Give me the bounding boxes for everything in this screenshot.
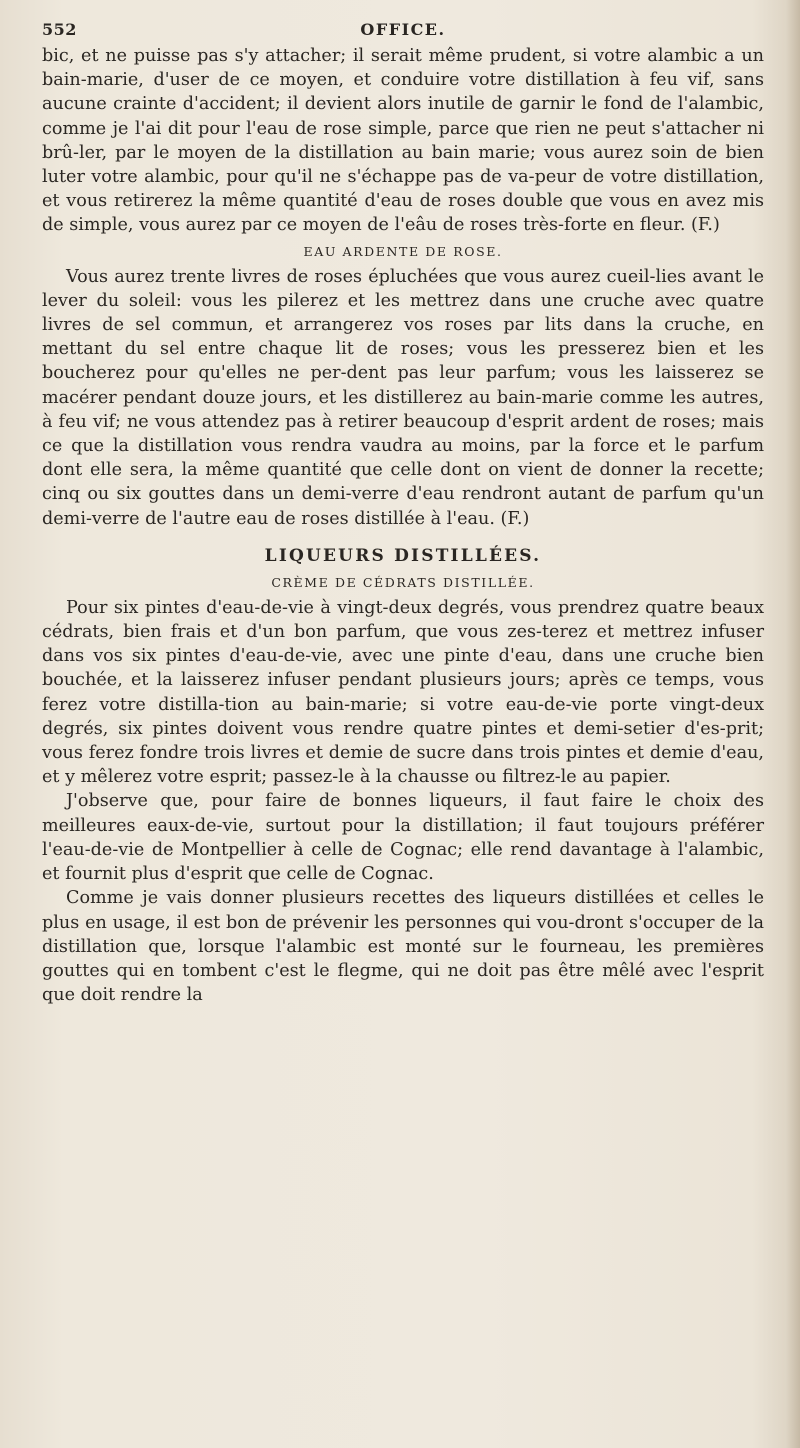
running-title: OFFICE.	[360, 20, 446, 39]
page-edge-shadow	[786, 0, 800, 1448]
paragraph-3: Pour six pintes d'eau-de-vie à vingt-deux degrés, vous prendrez quatre beaux cédrats, bien frais et d'un bon parfum, que vous zes-terez et mettrez infuser dans vos six pintes d'eau-de-vie, avec une pinte d'eau, dans une cruche bien bouchée, et la laisserez infuser pendant plusieurs jours; après ce temps, vous ferez votre distilla-tion au bain-marie; si votre eau-de-vie porte vingt-deux degrés, six pintes doivent vous rendre quatre pintes et demi-setier d'es-prit; vous ferez fondre trois livres et demie de sucre dans trois pintes et demie d'eau, et y mêlerez votre esprit; passez-le à la chausse ou filtrez-le au papier.	[42, 597, 764, 788]
section-heading-eau-ardente: EAU ARDENTE DE ROSE.	[303, 243, 503, 259]
chapter-heading-liqueurs: LIQUEURS DISTILLÉES.	[264, 545, 542, 566]
page-header	[42, 14, 764, 44]
paragraph-4: J'observe que, pour faire de bonnes liqueurs, il faut faire le choix des meilleures eaux-de-vie, surtout pour la distillation; il faut toujours préférer l'eau-de-vie de Montpellier à celle de Cognac; elle rend davantage à l'alambic, et fournit plus d'esprit que celle de Cognac.	[42, 791, 764, 885]
paragraph-5: Comme je vais donner plusieurs recettes des liqueurs distillées et celles le plus en usage, il est bon de prévenir les personnes qui vou-dront s'occuper de la distillation que, lorsque l'alambic est monté sur le fourneau, les premières gouttes qui en tombent c'est le flegme, qui ne doit pas être mêlé avec l'esprit que doit rendre la	[42, 888, 764, 1006]
paragraph-2: Vous aurez trente livres de roses épluchées que vous aurez cueil-lies avant le lever du soleil: vous les pilerez et les mettrez dans une cruche avec quatre livres de sel commun, et arrangerez vos roses par lits dans la cruche, en mettant du sel entre chaque lit de roses; vous les presserez bien et les boucherez pour qu'elles ne per-dent pas leur parfum; vous les laisserez se macérer pendant douze jours, et les distillerez au bain-marie comme les autres, à feu vif; ne vous attendez pas à retirer beaucoup d'esprit ardent de roses; mais ce que la distillation vous rendra vaudra au moins, par la force et le parfum dont elle sera, la même quantité que celle dont on vient de donner la recette; cinq ou six gouttes dans un demi-verre d'eau rendront autant de parfum qu'un demi-verre de l'autre eau de roses distillée à l'eau. (F.)	[42, 266, 764, 529]
section-heading-creme-cedrats: CRÈME DE CÉDRATS DISTILLÉE.	[271, 574, 535, 590]
page-number: 552	[42, 20, 77, 39]
paragraph-1: bic, et ne puisse pas s'y attacher; il serait même prudent, si votre alambic a un bain-marie, d'user de ce moyen, et conduire votre distillation à feu vif, sans aucune crainte d'accident; il devient alors inutile de garnir le fond de l'alambic, comme je l'ai dit pour l'eau de rose simple, parce que rien ne peut s'attacher ni brû-ler, par le moyen de la distillation au bain marie; vous aurez soin de bien luter votre alambic, pour qu'il ne s'échappe pas de va-peur de votre distillation, et vous retirerez la même quantité d'eau de roses double que vous en avez mis de simple, vous aurez par ce moyen de l'eâu de roses très-forte en fleur. (F.)	[42, 46, 764, 236]
